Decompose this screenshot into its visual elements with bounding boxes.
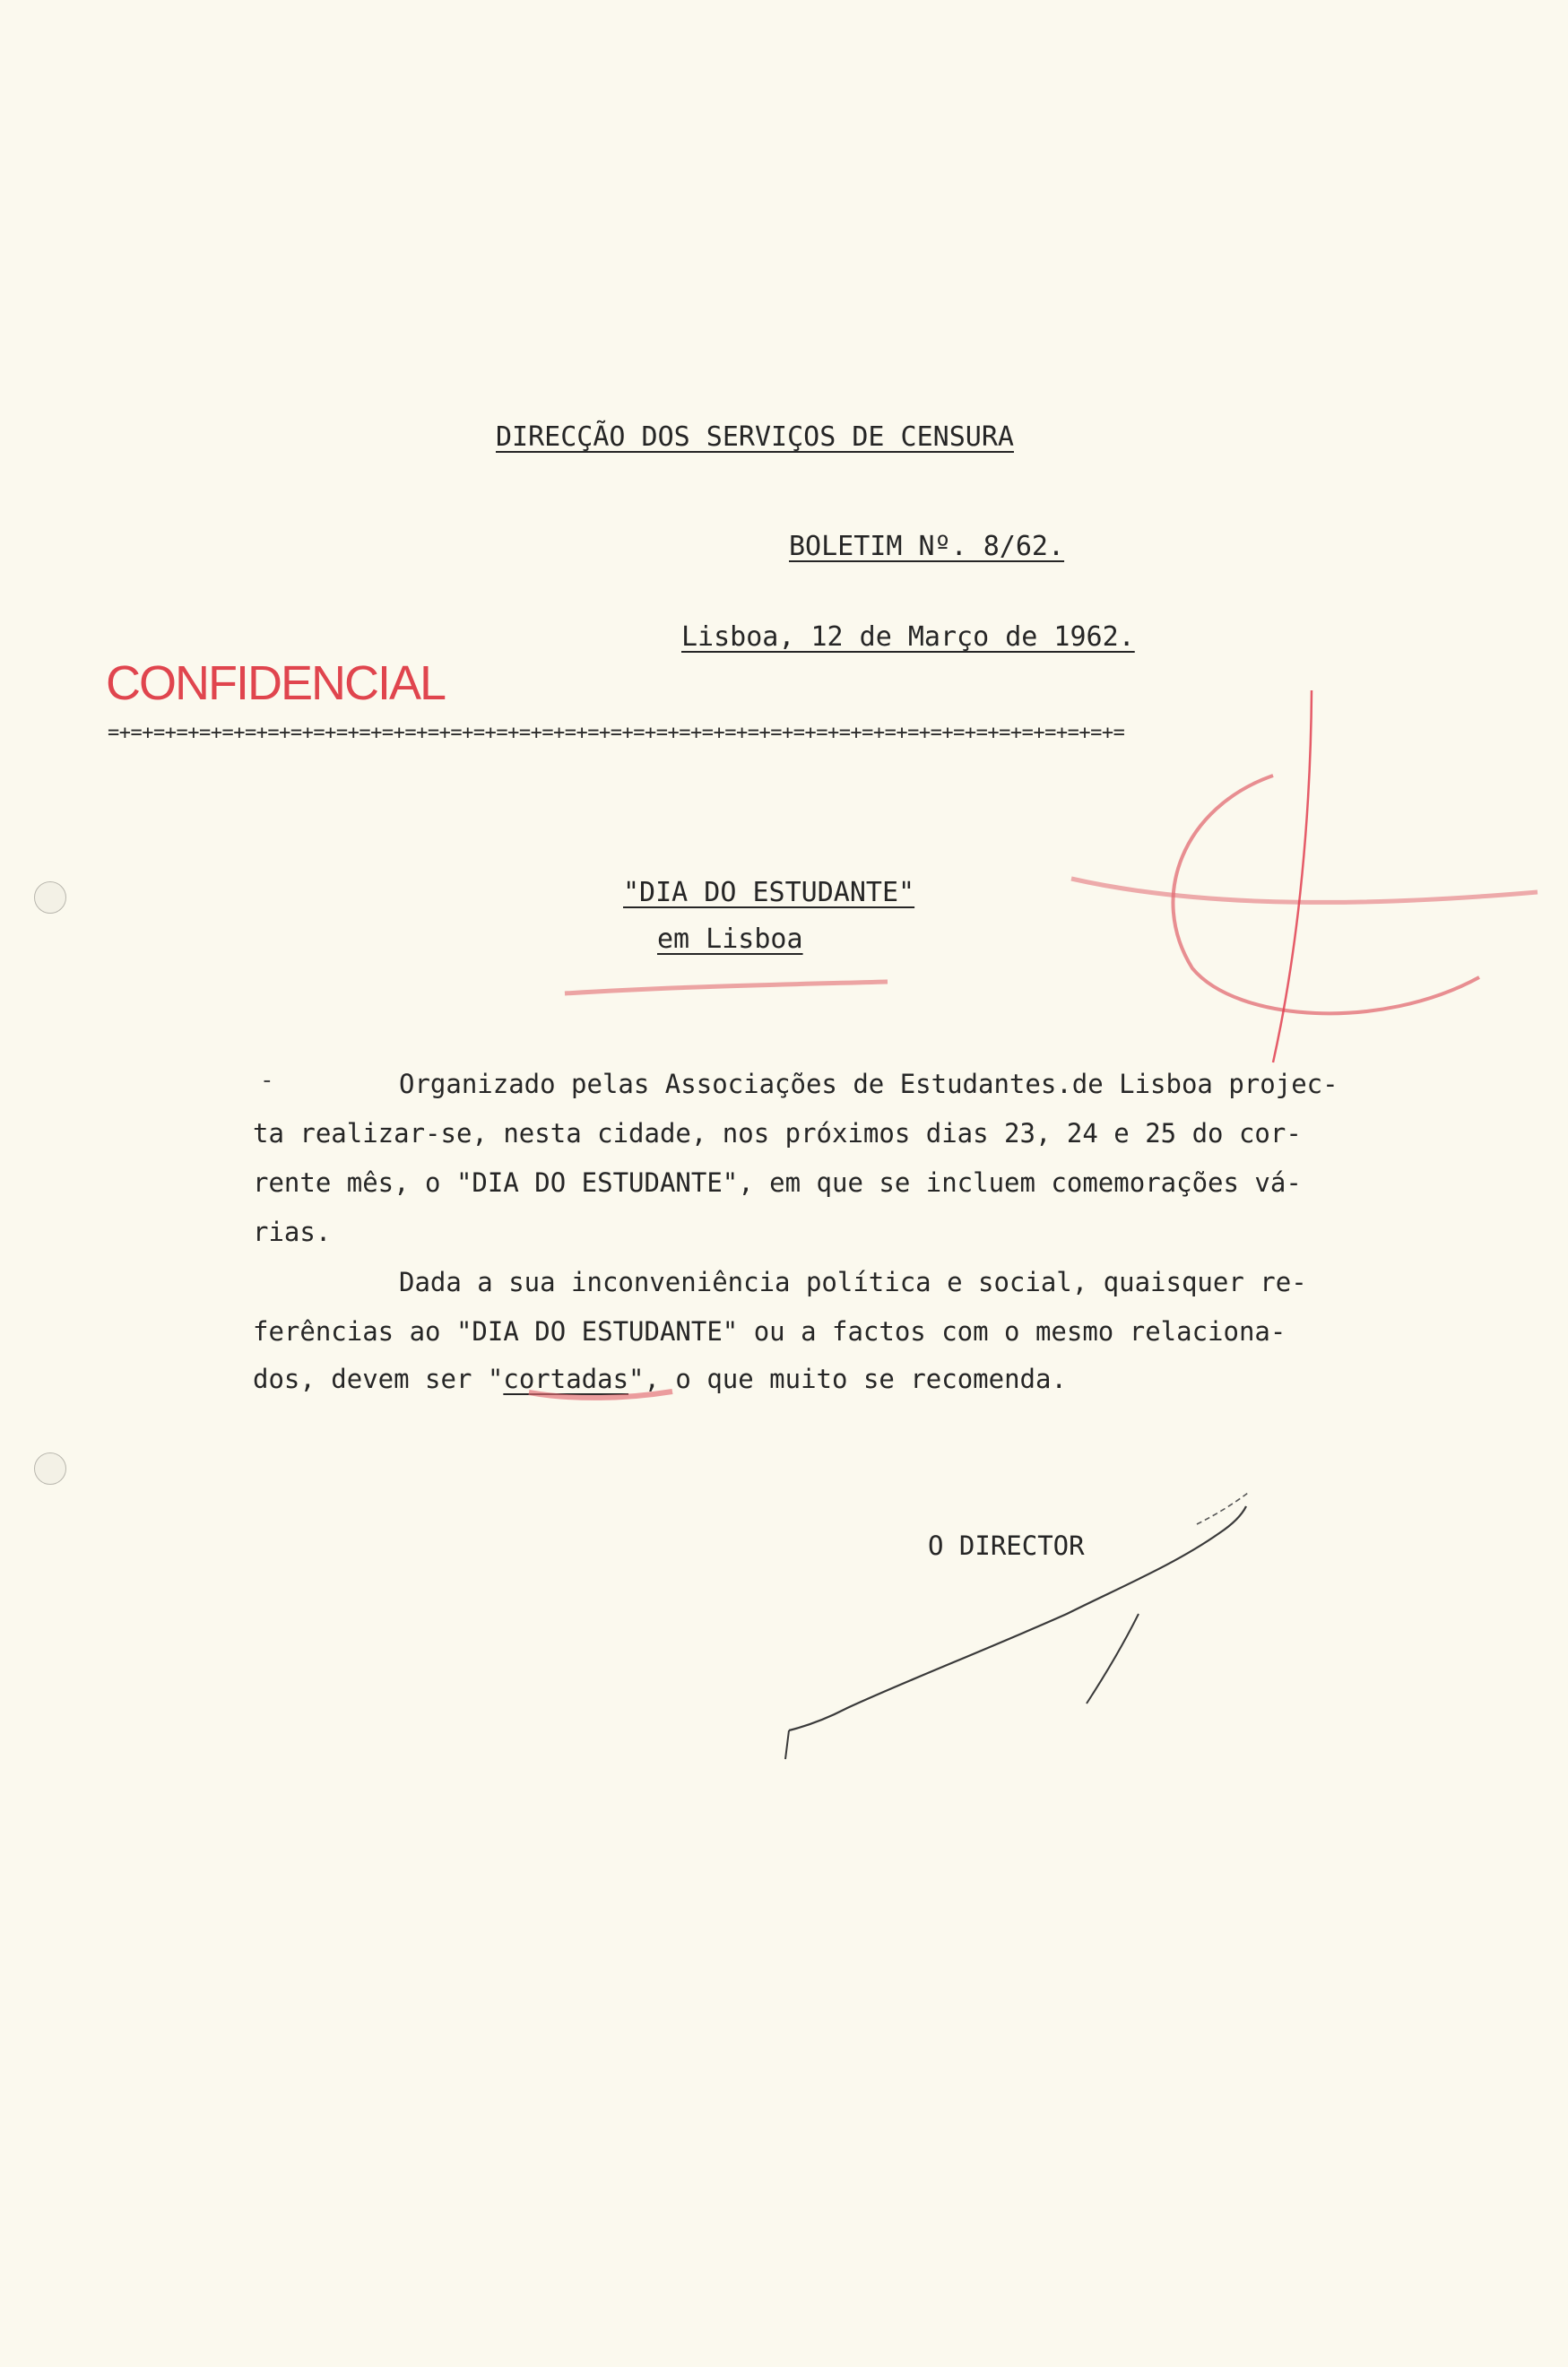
subject-location: em Lisboa [657, 923, 803, 955]
signature-stroke-2 [785, 1614, 1139, 1759]
paragraph-1-line-1: Organizado pelas Associações de Estudantes.de Lisboa projec- [399, 1069, 1338, 1099]
red-pencil-underline-subject [565, 982, 888, 993]
confidential-stamp: CONFIDENCIAL [106, 656, 446, 710]
paragraph-1-line-4: rias. [253, 1217, 332, 1247]
bulletin-number: BOLETIM Nº. 8/62. [789, 531, 1065, 562]
paragraph-1-line-3: rente mês, o "DIA DO ESTUDANTE", em que se incluem comemorações vá- [253, 1167, 1302, 1198]
punch-hole-top [34, 881, 66, 914]
signature-label: O DIRECTOR [928, 1530, 1085, 1561]
red-pencil-vertical [1273, 690, 1312, 1062]
paragraph-2-line-1: Dada a sua inconveniência política e social, quaisquer re- [399, 1267, 1307, 1297]
document-heading: DIRECÇÃO DOS SERVIÇOS DE CENSURA [496, 421, 1014, 453]
red-pencil-horizontal [1071, 879, 1538, 902]
punch-hole-bottom [34, 1452, 66, 1485]
separator-line: =+=+=+=+=+=+=+=+=+=+=+=+=+=+=+=+=+=+=+=+=+=+=+=+=+=+=+=+=+=+=+=+=+=+=+=+=+=+=+=+=+=+=+=+= [108, 722, 1125, 744]
signature-stroke-3 [1197, 1493, 1248, 1524]
date-line: Lisboa, 12 de Março de 1962. [681, 621, 1135, 653]
paragraph-2-line-3 [253, 1363, 1067, 1395]
margin-dash: - [260, 1067, 274, 1094]
paragraph-2-line-3-start: dos, devem ser " [253, 1364, 504, 1394]
paragraph-1-line-2: ta realizar-se, nesta cidade, nos próximos dias 23, 24 e 25 do cor- [253, 1118, 1302, 1149]
red-pencil-curve [1173, 776, 1479, 1013]
cortadas-word: cortadas [503, 1364, 629, 1394]
subject-title: "DIA DO ESTUDANTE" [623, 877, 915, 908]
paragraph-2-line-2: ferências ao "DIA DO ESTUDANTE" ou a factos com o mesmo relaciona- [253, 1316, 1286, 1347]
paragraph-2-line-3-end: ", o que muito se recomenda. [628, 1364, 1067, 1394]
